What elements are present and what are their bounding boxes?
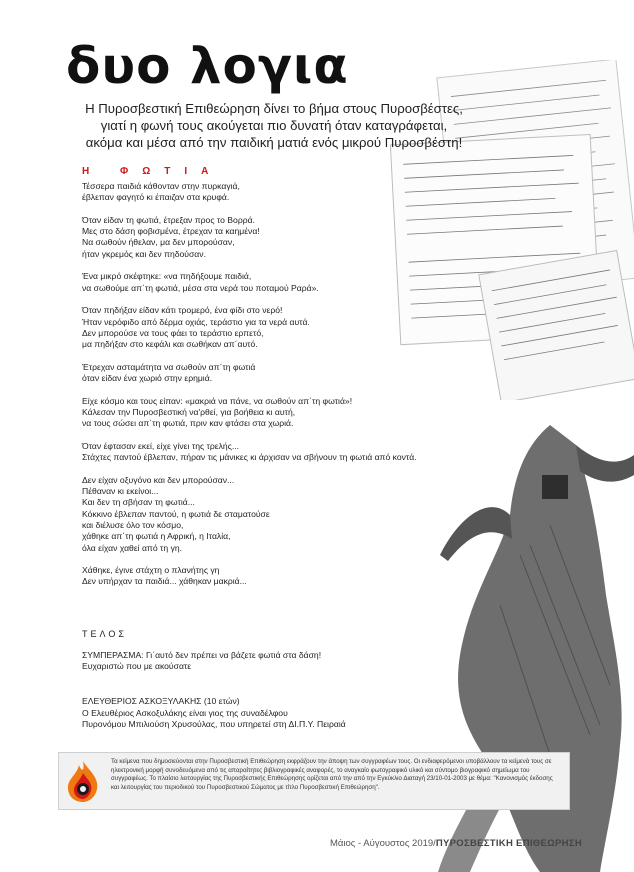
conclusion-line: Ευχαριστώ που με ακούσατε — [82, 661, 192, 672]
poem-line: Χάθηκε, έγινε στάχτη ο πλανήτης γη — [82, 565, 220, 576]
poem-line: Και δεν τη σβήσαν τη φωτιά... — [82, 497, 195, 508]
fire-service-logo-icon — [65, 759, 101, 803]
poem-line: Ένα μικρό σκέφτηκε: «να πηδήξουμε παιδιά, — [82, 271, 252, 282]
author-block — [82, 696, 346, 731]
poem-line: έβλεπαν φαγητό κι έπαιζαν στα κρυφά. — [82, 192, 230, 203]
author-bio: Πυρονόμου Μπιλιούση Χρυσούλας, που υπηρετεί στη ΔΙ.Π.Υ. Πειραιά — [82, 719, 346, 729]
intro-line: γιατί η φωνή τους ακούγεται πιο δυνατή όταν καταγράφεται, — [100, 118, 448, 133]
poem-line: Έτρεχαν ασταμάτητα να σωθούν απ΄τη φωτιά — [82, 361, 256, 372]
conclusion — [82, 650, 321, 673]
notice-box — [58, 752, 570, 810]
poem-line: Όταν έφτασαν εκεί, είχε γίνει της τρελής... — [82, 440, 240, 451]
stanza-gap — [82, 294, 417, 305]
poem-line: να σωθούμε απ΄τη φωτιά, μέσα στα νερά του ποταμού Ραρά». — [82, 282, 319, 293]
author-bio: Ο Ελευθέριος Ασκοξυλάκης είναι γιος της συναδέλφου — [82, 707, 288, 718]
poem-line: Μες στο δάση φοβισμένα, έτρεχαν τα καημένα! — [82, 226, 260, 237]
poem-line: Κόκκινο έβλεπαν παντού, η φωτιά δε σταματούσε — [82, 508, 270, 519]
stanza-gap — [82, 204, 417, 215]
intro-text — [64, 100, 484, 151]
intro-line: Η Πυροσβεστική Επιθεώρηση δίνει το βήμα στους Πυροσβέστες, — [85, 101, 463, 116]
poem-line: Να σωθούν ήθελαν, μα δεν μπορούσαν, — [82, 237, 235, 248]
poem-line: Όταν είδαν τη φωτιά, έτρεξαν προς το Βορρά. — [82, 214, 255, 225]
poem-line: Είχε κόσμο και τους είπαν: «μακριά να πάνε, να σωθούν απ΄τη φωτιά»! — [82, 395, 353, 406]
poem-line: Τέσσερα παιδιά κάθονταν στην πυρκαγιά, — [82, 181, 240, 191]
poem-line: ήταν γκρεμός και δεν πηδούσαν. — [82, 248, 206, 259]
poem-line: Στάχτες παντού έβλεπαν, πήραν τις μάνικες κι άρχισαν να σβήνουν τη φωτιά από κοντά. — [82, 452, 417, 463]
page-footer — [330, 838, 582, 849]
magazine-name: ΠΥΡΟΣΒΕΣΤΙΚΗ ΕΠΙΘΕΩΡΗΣΗ — [435, 838, 582, 849]
poem-line: μα πηδήξαν στο κεφάλι και σωθήκαν απ΄αυτό. — [82, 339, 258, 350]
poem-line: όταν είδαν ένα χωριό στην ερημιά. — [82, 373, 213, 384]
poem-line: και διέλυσε όλο τον κόσμο, — [82, 519, 184, 530]
poem-body — [82, 181, 417, 588]
page-title: δυο λογια — [66, 37, 349, 95]
poem-line: Δεν μπορούσε να τους φάει το τεράστιο ερπετό, — [82, 327, 264, 338]
notice-text: Τα κείμενα που δημοσιεύονται στην Πυροσβεστική Επιθεώρηση εκφράζουν την άποψη των συγγραφέων τους. Οι ενδιαφερόμενοι υποβάλλουν τα κείμενά τους σε ηλεκτρονική μορφή συνοδευόμενα από τις απαραίτητες βιβλιογραφικές αναφορές, το αναγκαίο φωτογραφικό υλικό και σύντομο βιογραφικό σημείωμα του συγγραφέως. Το πλαίσιο λειτουργίας της Πυροσβεστικής Επιθεώρησης ορίζεται από την από την Εγκύκλιο Διαταγή 23/10-01-2003 με θέμα: "Κανονισμός έκδοσης και λειτουργίας του περιοδικού του Πυροσβεστικού Σώματος με τίτλο Πυροσβεστική Επιθεώρηση". — [111, 758, 553, 791]
poem-line: Δεν είχαν οξυγόνο και δεν μπορούσαν... — [82, 474, 235, 485]
stanza-gap — [82, 430, 417, 441]
poem-line: Κάλεσαν την Πυροσβεστική να'ρθεί, για βοήθεια κι αυτή, — [82, 406, 296, 417]
stanza-gap — [82, 463, 417, 474]
poem-line: Ήταν νερόφιδο από δέρμα οχιάς, τεράστιο για τα νερά αυτά. — [82, 316, 310, 327]
poem-line: Πέθαναν κι εκείνοι... — [82, 486, 159, 497]
issue-date: Μάιος - Αύγουστος 2019/ — [330, 838, 436, 849]
poem-line: Δεν υπήρχαν τα παιδιά... χάθηκαν μακριά... — [82, 576, 247, 587]
poem-line: Όταν πηδήξαν είδαν κάτι τρομερό, ένα φίδι στο νερό! — [82, 305, 283, 316]
author-name: ΕΛΕΥΘΕΡΙΟΣ ΑΣΚΟΞΥΛΑΚΗΣ (10 ετών) — [82, 696, 240, 706]
stanza-gap — [82, 384, 417, 395]
poem-line: χάθηκε απ΄τη φωτιά η Αφρική, η Ιταλία, — [82, 531, 231, 542]
poem-ending: ΤΕΛΟΣ — [82, 629, 127, 639]
poem-line: να τους σώσει απ΄τη φωτιά, πριν καν φτάσει στα χωριά. — [82, 418, 294, 429]
poem-title: Η ΦΩΤΙΑ — [82, 166, 223, 177]
intro-line: ακόμα και μέσα από την παιδική ματιά ενός μικρού Πυροσβέστη! — [85, 135, 463, 150]
conclusion-line: ΣΥΜΠΕΡΑΣΜΑ: Γι΄αυτό δεν πρέπει να βάζετε φωτιά στα δάση! — [82, 650, 322, 660]
stanza-gap — [82, 554, 417, 565]
stanza-gap — [82, 350, 417, 361]
stanza-gap — [82, 260, 417, 271]
poem-line: όλα είχαν χαθεί από τη γη. — [82, 542, 183, 553]
